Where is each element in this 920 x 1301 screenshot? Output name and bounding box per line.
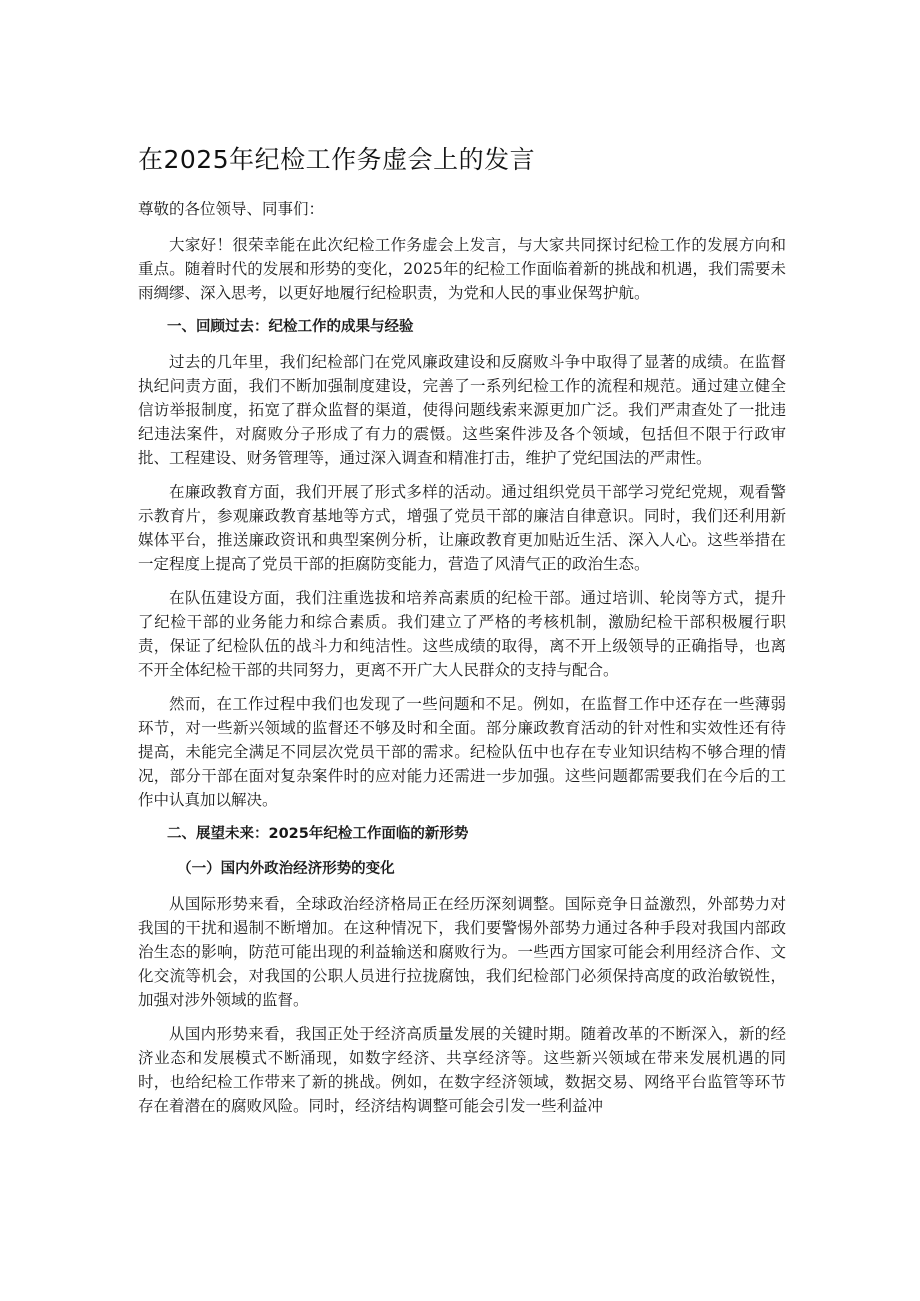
intro-paragraph: 大家好！很荣幸能在此次纪检工作务虚会上发言，与大家共同探讨纪检工作的发展方向和重点。随着时代的发展和形势的变化，2025年的纪检工作面临着新的挑战和机遇，我们需要未雨绸缪、深入思考，以更好地履行纪检职责，为党和人民的事业保驾护航。 [138,236,786,302]
section-1-paragraph: 过去的几年里，我们纪检部门在党风廉政建设和反腐败斗争中取得了显著的成绩。在监督执纪问责方面，我们不断加强制度建设，完善了一系列纪检工作的流程和规范。通过建立健全信访举报制度，拓宽了群众监督的渠道，使得问题线索来源更加广泛。我们严肃查处了一批违纪违法案件，对腐败分子形成了有力的震慑。这些案件涉及各个领域，包括但不限于行政审批、工程建设、财务管理等，通过深入调查和精准打击，维护了党纪国法的严肃性。 [138,353,786,467]
section-2-paragraph: 从国内形势来看，我国正处于经济高质量发展的关键时期。随着改革的不断深入，新的经济业态和发展模式不断涌现，如数字经济、共享经济等。这些新兴领域在带来发展机遇的同时，也给纪检工作带来了新的挑战。例如，在数字经济领域，数据交易、网络平台监管等环节存在着潜在的腐败风险。同时，经济结构调整可能会引发一些利益冲 [138,1025,786,1115]
section-2-heading: 二、展望未来：2025年纪检工作面临的新形势 [167,826,469,842]
section-1-heading: 一、回顾过去：纪检工作的成果与经验 [167,319,414,335]
document-body [138,197,786,1128]
salutation: 尊敬的各位领导、同事们： [138,200,325,218]
section-2-subheading: （一）国内外政治经济形势的变化 [177,861,395,877]
section-1-paragraph: 然而，在工作过程中我们也发现了一些问题和不足。例如，在监督工作中还存在一些薄弱环节，对一些新兴领域的监督还不够及时和全面。部分廉政教育活动的针对性和实效性还有待提高，未能完全满足不同层次党员干部的需求。纪检队伍中也存在专业知识结构不够合理的情况，部分干部在面对复杂案件时的应对能力还需进一步加强。这些问题都需要我们在今后的工作中认真加以解决。 [138,695,786,809]
section-1-paragraph: 在队伍建设方面，我们注重选拔和培养高素质的纪检干部。通过培训、轮岗等方式，提升了纪检干部的业务能力和综合素质。我们建立了严格的考核机制，激励纪检干部积极履行职责，保证了纪检队伍的战斗力和纯洁性。这些成绩的取得，离不开上级领导的正确指导，也离不开全体纪检干部的共同努力，更离不开广大人民群众的支持与配合。 [138,589,786,679]
section-1-paragraph: 在廉政教育方面，我们开展了形式多样的活动。通过组织党员干部学习党纪党规，观看警示教育片，参观廉政教育基地等方式，增强了党员干部的廉洁自律意识。同时，我们还利用新媒体平台，推送廉政资讯和典型案例分析，让廉政教育更加贴近生活、深入人心。这些举措在一定程度上提高了党员干部的拒腐防变能力，营造了风清气正的政治生态。 [138,483,786,573]
section-2-paragraph: 从国际形势来看，全球政治经济格局正在经历深刻调整。国际竞争日益激烈，外部势力对我国的干扰和遏制不断增加。在这种情况下，我们要警惕外部势力通过各种手段对我国内部政治生态的影响，防范可能出现的利益输送和腐败行为。一些西方国家可能会利用经济合作、文化交流等机会，对我国的公职人员进行拉拢腐蚀，我们纪检部门必须保持高度的政治敏锐性，加强对涉外领域的监督。 [138,895,786,1009]
document-title: 在2025年纪检工作务虚会上的发言 [138,145,536,174]
